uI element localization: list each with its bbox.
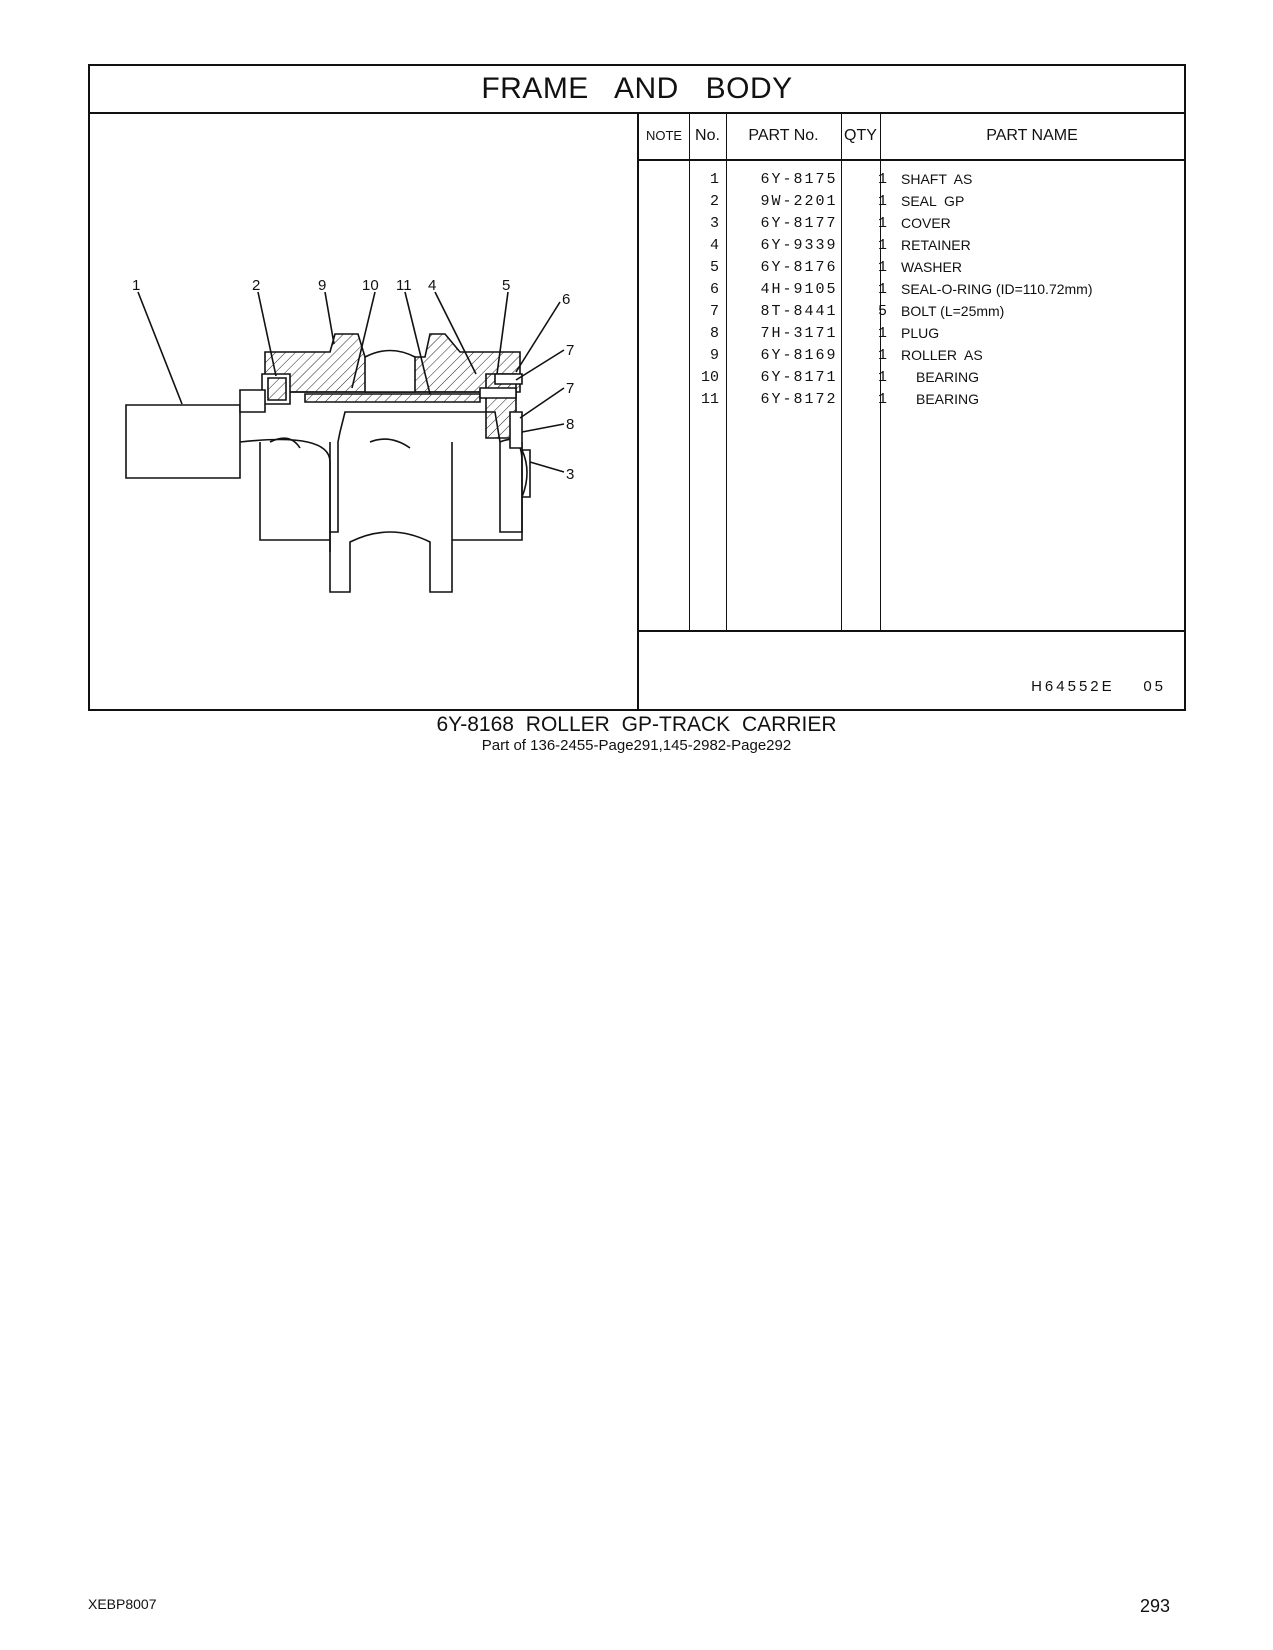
part-name: SEAL-O-RING (ID=110.72mm) — [901, 281, 1093, 297]
part-name: SHAFT AS — [901, 171, 973, 187]
quantity: 1 — [877, 237, 887, 254]
part-number: 6Y-8177 — [760, 215, 838, 232]
quantity: 1 — [877, 171, 887, 188]
callout-3: 3 — [566, 466, 575, 483]
table-row — [639, 388, 1184, 411]
quantity: 1 — [877, 193, 887, 210]
header-part-no: PART No. — [748, 126, 819, 144]
part-number: 6Y-9339 — [760, 237, 838, 254]
quantity: 5 — [877, 303, 887, 320]
part-name: COVER — [901, 215, 951, 231]
section-title: FRAME AND BODY — [90, 66, 1184, 114]
callout-4: 4 — [428, 277, 437, 294]
header-qty: QTY — [844, 126, 877, 144]
page-number: 293 — [1140, 1596, 1171, 1616]
part-name: SEAL GP — [901, 193, 965, 209]
table-bottom-rule — [639, 630, 1184, 632]
quantity: 1 — [877, 325, 887, 342]
callout-6: 6 — [562, 291, 571, 308]
parts-list-header — [639, 112, 1184, 161]
part-name: BEARING — [916, 369, 980, 385]
callout-10: 10 — [362, 277, 379, 294]
roller-cross-section-drawing — [90, 112, 637, 709]
parts-frame — [88, 64, 1186, 711]
header-note: NOTE — [645, 128, 683, 143]
quantity: 1 — [877, 259, 887, 276]
part-number: 6Y-8175 — [760, 171, 838, 188]
callout-1: 1 — [132, 277, 141, 294]
callout-11: 11 — [396, 277, 412, 294]
item-number: 6 — [709, 281, 719, 298]
quantity: 1 — [877, 347, 887, 364]
parts-list — [639, 112, 1184, 709]
callout-8: 8 — [566, 416, 575, 433]
quantity: 1 — [877, 281, 887, 298]
callout-2: 2 — [252, 277, 261, 294]
item-number: 9 — [709, 347, 719, 364]
assembly-title: 6Y-8168 ROLLER GP-TRACK CARRIER — [436, 713, 837, 736]
part-number: 6Y-8172 — [760, 391, 838, 408]
part-name: BEARING — [916, 391, 980, 407]
exploded-diagram — [90, 112, 637, 709]
table-row — [639, 366, 1184, 389]
item-number: 4 — [709, 237, 719, 254]
document-id: XEBP8007 — [88, 1596, 157, 1612]
part-number: 8T-8441 — [760, 303, 838, 320]
table-row — [639, 300, 1184, 323]
table-row — [639, 234, 1184, 257]
header-no: No. — [695, 126, 720, 144]
part-number: 6Y-8176 — [760, 259, 838, 276]
callout-9: 9 — [318, 277, 327, 294]
part-number: 7H-3171 — [760, 325, 838, 342]
item-number: 1 — [709, 171, 719, 188]
header-part-name: PART NAME — [986, 126, 1078, 144]
drawing-code: H64552E 05 — [1031, 678, 1166, 695]
quantity: 1 — [877, 215, 887, 232]
callout-7a: 7 — [566, 342, 575, 359]
item-number: 11 — [700, 391, 719, 408]
table-row — [639, 212, 1184, 235]
part-name: PLUG — [901, 325, 940, 341]
table-row — [639, 344, 1184, 367]
item-number: 2 — [709, 193, 719, 210]
assembly-reference: Part of 136-2455-Page291,145-2982-Page292 — [481, 737, 792, 754]
part-name: RETAINER — [901, 237, 971, 253]
part-number: 9W-2201 — [760, 193, 838, 210]
part-name: ROLLER AS — [901, 347, 983, 363]
item-number: 10 — [700, 369, 719, 386]
callout-7b: 7 — [566, 380, 575, 397]
item-number: 7 — [709, 303, 719, 320]
item-number: 3 — [709, 215, 719, 232]
part-name: BOLT (L=25mm) — [901, 303, 1005, 319]
item-number: 5 — [709, 259, 719, 276]
quantity: 1 — [877, 369, 887, 386]
table-row — [639, 168, 1184, 191]
table-row — [639, 256, 1184, 279]
item-number: 8 — [709, 325, 719, 342]
callout-5: 5 — [502, 277, 511, 294]
quantity: 1 — [877, 391, 887, 408]
part-name: WASHER — [901, 259, 962, 275]
table-row — [639, 278, 1184, 301]
part-number: 6Y-8171 — [760, 369, 838, 386]
part-number: 4H-9105 — [760, 281, 838, 298]
part-number: 6Y-8169 — [760, 347, 838, 364]
table-row — [639, 322, 1184, 345]
table-row — [639, 190, 1184, 213]
